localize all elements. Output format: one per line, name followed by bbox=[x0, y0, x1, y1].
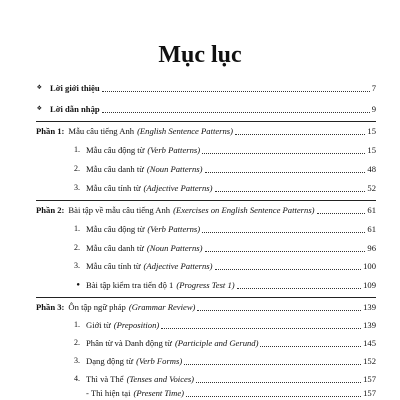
entry-title: Ôn tập ngữ pháp bbox=[68, 302, 126, 312]
entry-title: - Thì hiện tại bbox=[86, 388, 131, 398]
item-number: 2. bbox=[74, 338, 80, 347]
entry-title: Lời giới thiệu bbox=[50, 83, 100, 93]
dot-leader bbox=[197, 310, 361, 311]
entry-subtitle: (Adjective Patterns) bbox=[143, 261, 213, 271]
dot-leader bbox=[196, 382, 361, 383]
toc-entry-part-1[interactable] bbox=[36, 124, 376, 138]
entry-subtitle: (Exercises on English Sentence Patterns) bbox=[173, 205, 315, 215]
dot-leader bbox=[186, 396, 361, 397]
dot-leader bbox=[202, 153, 365, 154]
item-number: 2. bbox=[74, 164, 80, 173]
page-number: 61 bbox=[367, 205, 376, 215]
entry-title: Mẫu câu danh từ bbox=[86, 164, 144, 174]
toc-entry[interactable] bbox=[86, 336, 376, 350]
dot-leader bbox=[215, 269, 362, 270]
entry-title: Lời dẫn nhập bbox=[50, 104, 100, 114]
entry-subtitle: (Preposition) bbox=[113, 320, 160, 330]
entry-subtitle: (Adjective Patterns) bbox=[143, 183, 213, 193]
page-number: 152 bbox=[363, 356, 376, 366]
page-number: 52 bbox=[367, 183, 376, 193]
dot-leader bbox=[202, 232, 365, 233]
item-number: 1. bbox=[74, 320, 80, 329]
dot-leader bbox=[102, 112, 370, 113]
dot-leader bbox=[205, 251, 366, 252]
page-number: 9 bbox=[371, 104, 376, 114]
toc-entry[interactable] bbox=[86, 354, 376, 368]
item-number: 3. bbox=[74, 183, 80, 192]
part-label: Phần 2: bbox=[36, 205, 65, 215]
page-number: 139 bbox=[363, 320, 376, 330]
toc-subentry[interactable] bbox=[86, 386, 376, 400]
toc-entry[interactable] bbox=[86, 222, 376, 236]
entry-subtitle: (Noun Patterns) bbox=[146, 243, 203, 253]
entry-title: Mẫu câu động từ bbox=[86, 224, 145, 234]
entry-title: Bài tập kiểm tra tiến độ 1 bbox=[86, 280, 174, 290]
page-number: 100 bbox=[363, 261, 376, 271]
page-number: 139 bbox=[363, 302, 376, 312]
item-number: 4. bbox=[74, 374, 80, 383]
entry-subtitle: (Verb Patterns) bbox=[147, 145, 201, 155]
dot-leader bbox=[215, 191, 366, 192]
entry-subtitle: (Present Time) bbox=[133, 388, 185, 398]
entry-subtitle: (Noun Patterns) bbox=[146, 164, 203, 174]
toc-entry[interactable] bbox=[86, 162, 376, 176]
toc-entry[interactable] bbox=[86, 143, 376, 157]
dot-leader bbox=[205, 172, 366, 173]
section-divider bbox=[36, 297, 376, 298]
dot-leader bbox=[237, 288, 361, 289]
toc-entry-part-3[interactable] bbox=[36, 300, 376, 314]
entry-subtitle: (Verb Patterns) bbox=[147, 224, 201, 234]
dot-leader bbox=[317, 213, 366, 214]
page-number: 109 bbox=[363, 280, 376, 290]
item-number: 2. bbox=[74, 243, 80, 252]
entry-title: Mẫu câu tính từ bbox=[86, 183, 141, 193]
bullet-icon: ● bbox=[76, 282, 80, 288]
entry-title: Thì và Thể bbox=[86, 374, 124, 384]
diamond-bullet-icon: ❖ bbox=[36, 85, 42, 91]
entry-title: Mẫu câu danh từ bbox=[86, 243, 144, 253]
item-number: 1. bbox=[74, 224, 80, 233]
entry-title: Bài tập về mẫu câu tiếng Anh bbox=[68, 205, 171, 215]
toc-entry-preface[interactable] bbox=[50, 102, 376, 116]
toc-entry-introduction[interactable] bbox=[50, 81, 376, 95]
toc-entry-part-2[interactable] bbox=[36, 203, 376, 217]
entry-title: Phân từ và Danh động từ bbox=[86, 338, 172, 348]
page-number: 96 bbox=[367, 243, 376, 253]
item-number: 3. bbox=[74, 356, 80, 365]
item-number: 1. bbox=[74, 145, 80, 154]
entry-subtitle: (Verb Forms) bbox=[136, 356, 183, 366]
item-number: 3. bbox=[74, 261, 80, 270]
section-divider bbox=[36, 121, 376, 122]
page-title: Mục lục bbox=[158, 42, 242, 69]
toc-entry[interactable] bbox=[86, 181, 376, 195]
toc-entry[interactable] bbox=[86, 259, 376, 273]
page-number: 15 bbox=[367, 126, 376, 136]
dot-leader bbox=[260, 346, 361, 347]
entry-subtitle: (English Sentence Patterns) bbox=[137, 126, 233, 136]
page-number: 7 bbox=[371, 83, 376, 93]
entry-title: Mẫu câu động từ bbox=[86, 145, 145, 155]
diamond-bullet-icon: ❖ bbox=[36, 106, 42, 112]
entry-title: Giới từ bbox=[86, 320, 111, 330]
page-number: 48 bbox=[367, 164, 376, 174]
entry-subtitle: (Grammar Review) bbox=[128, 302, 196, 312]
dot-leader bbox=[235, 134, 365, 135]
entry-title: Mẫu câu tiếng Anh bbox=[68, 126, 135, 136]
page-number: 15 bbox=[367, 145, 376, 155]
page-number: 157 bbox=[363, 374, 376, 384]
page-number: 61 bbox=[367, 224, 376, 234]
toc-entry[interactable] bbox=[86, 241, 376, 255]
entry-subtitle: (Participle and Gerund) bbox=[174, 338, 259, 348]
page-number: 157 bbox=[363, 388, 376, 398]
dot-leader bbox=[102, 91, 370, 92]
entry-title: Mẫu câu tính từ bbox=[86, 261, 141, 271]
part-label: Phần 1: bbox=[36, 126, 65, 136]
dot-leader bbox=[184, 364, 361, 365]
toc-entry-progress-test[interactable] bbox=[86, 278, 376, 292]
entry-title: Dạng động từ bbox=[86, 356, 134, 366]
page-number: 145 bbox=[363, 338, 376, 348]
entry-subtitle: (Progress Test 1) bbox=[176, 280, 235, 290]
section-divider bbox=[36, 200, 376, 201]
toc-entry[interactable] bbox=[86, 372, 376, 386]
entry-subtitle: (Tenses and Voices) bbox=[126, 374, 195, 384]
dot-leader bbox=[161, 328, 361, 329]
toc-entry[interactable] bbox=[86, 318, 376, 332]
part-label: Phần 3: bbox=[36, 302, 65, 312]
